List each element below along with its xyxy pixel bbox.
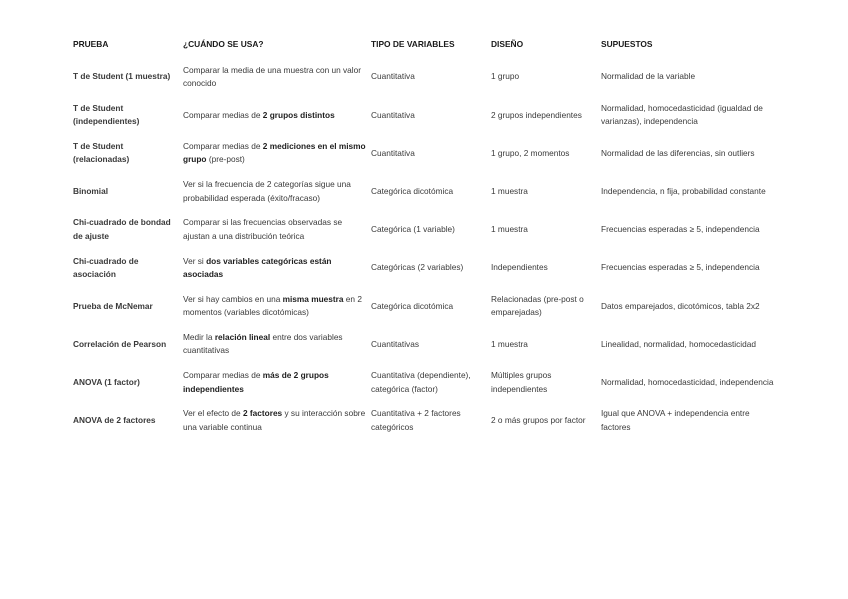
cell-cuando (182, 325, 370, 363)
header-cuando: ¿CUÁNDO SE USA? (183, 38, 264, 49)
cell-diseno: Independientes (491, 262, 548, 273)
header-supuestos: SUPUESTOS (601, 38, 653, 49)
cell-prueba: Binomial (73, 185, 109, 196)
cell-diseno: Múltiples grupos independientes (491, 370, 552, 394)
cuando-emphasis: 2 grupos distintos (262, 109, 335, 120)
header-row (72, 36, 778, 53)
cell-cuando (182, 58, 370, 96)
cell-diseno: 1 muestra (491, 338, 528, 349)
cell-tipo: Cuantitativa (371, 147, 415, 158)
cell-tipo: Categóricas (2 variables) (371, 262, 464, 273)
cell-diseno: 1 muestra (491, 224, 528, 235)
cell-cuando (182, 134, 370, 172)
cuando-text: Ver si (183, 255, 207, 266)
cell-cuando (182, 249, 370, 287)
cell-prueba: ANOVA de 2 factores (73, 415, 156, 426)
cell-prueba: Chi-cuadrado de asociación (73, 255, 139, 280)
table-row (72, 96, 778, 134)
cell-prueba: ANOVA (1 factor) (73, 376, 140, 387)
cell-tipo: Cuantitativa (371, 71, 415, 82)
cell-prueba: Prueba de McNemar (73, 300, 153, 311)
table-row (72, 134, 778, 172)
cuando-emphasis: 2 mediciones en el mismo grupo (183, 141, 366, 165)
cell-supuestos: Igual que ANOVA + independencia entre factores (601, 408, 750, 432)
cell-cuando (182, 287, 370, 325)
cuando-text: Comparar si las frecuencias observadas se ajustan a una distribución teórica (183, 217, 343, 241)
cuando-emphasis: relación lineal (214, 332, 271, 342)
cell-supuestos: Normalidad de la variable (601, 71, 696, 82)
table-row (72, 211, 778, 249)
cell-diseno: 1 grupo, 2 momentos (491, 147, 570, 158)
cell-tipo: Cuantitativa (dependiente), categórica (factor) (371, 370, 471, 394)
cell-diseno: 1 muestra (491, 185, 528, 196)
cuando-text: Comparar medias de (183, 370, 263, 381)
cell-supuestos: Linealidad, normalidad, homocedasticidad (601, 338, 756, 349)
cell-prueba: Chi-cuadrado de bondad de ajuste (73, 217, 171, 241)
cell-prueba: T de Student (1 muestra) (73, 71, 171, 82)
cell-tipo: Categórica dicotómica (371, 300, 454, 311)
cuando-emphasis: misma muestra (282, 293, 344, 304)
table-row (72, 173, 778, 211)
cell-diseno: 2 grupos independientes (491, 109, 582, 120)
statistical-tests-table (72, 36, 778, 440)
cell-diseno: Relacionadas (pre-post o emparejadas) (491, 293, 584, 318)
cell-diseno: 2 o más grupos por factor (491, 415, 586, 426)
header-diseno: DISEÑO (491, 38, 524, 49)
cell-tipo: Cuantitativas (371, 338, 419, 349)
header-prueba: PRUEBA (73, 38, 109, 49)
cell-cuando (182, 402, 370, 440)
cuando-text: Comparar medias de (183, 109, 263, 120)
cell-diseno: 1 grupo (491, 71, 520, 82)
table-row (72, 287, 778, 325)
header-tipo: TIPO DE VARIABLES (371, 38, 455, 49)
cuando-text: entre dos variables cuantitativas (183, 332, 343, 356)
cuando-text: (pre-post) (206, 154, 245, 165)
cuando-emphasis: dos variables categóricas están asociadas (183, 255, 332, 280)
cell-prueba: T de Student (relacionadas) (73, 141, 130, 165)
cell-prueba: Correlación de Pearson (73, 338, 167, 349)
cuando-emphasis: más de 2 grupos independientes (183, 370, 329, 394)
cuando-text: Comparar la media de una muestra con un valor conocido (183, 64, 362, 89)
cell-supuestos: Frecuencias esperadas ≥ 5, independencia (601, 262, 760, 273)
cuando-text: Medir la (183, 332, 215, 342)
cuando-text: Ver si la frecuencia de 2 categorías sigue una probabilidad esperada (éxito/fracaso) (183, 179, 351, 203)
cell-cuando (182, 364, 370, 402)
cell-supuestos: Frecuencias esperadas ≥ 5, independencia (601, 224, 760, 235)
cell-cuando (182, 96, 370, 134)
cell-tipo: Cuantitativa (371, 109, 415, 120)
cell-tipo: Cuantitativa + 2 factores categóricos (371, 408, 461, 432)
cell-cuando (182, 173, 370, 211)
cuando-emphasis: 2 factores (242, 408, 283, 419)
cell-tipo: Categórica (1 variable) (371, 224, 455, 235)
table-header (72, 36, 778, 58)
table-body (72, 58, 778, 440)
table-row (72, 325, 778, 363)
cuando-text: en 2 momentos (variables dicotómicas) (183, 293, 362, 318)
cell-supuestos: Normalidad, homocedasticidad (igualdad de varianzas), independencia (601, 102, 763, 127)
cell-supuestos: Datos emparejados, dicotómicos, tabla 2x2 (601, 300, 760, 311)
cell-supuestos: Normalidad, homocedasticidad, independencia (601, 376, 774, 387)
cuando-text: Ver el efecto de (183, 408, 243, 419)
table-row (72, 58, 778, 96)
cuando-text: Comparar medias de (183, 141, 263, 152)
table-row (72, 249, 778, 287)
table-row (72, 364, 778, 402)
table-row (72, 402, 778, 440)
cell-tipo: Categórica dicotómica (371, 185, 454, 196)
cuando-text: y su interacción sobre una variable continua (183, 408, 366, 432)
cuando-text: Ver si hay cambios en una (183, 293, 283, 304)
cell-supuestos: Independencia, n fija, probabilidad constante (601, 185, 766, 196)
cell-prueba: T de Student (independientes) (73, 102, 140, 127)
cell-cuando (182, 211, 370, 249)
cell-supuestos: Normalidad de las diferencias, sin outliers (601, 147, 755, 158)
